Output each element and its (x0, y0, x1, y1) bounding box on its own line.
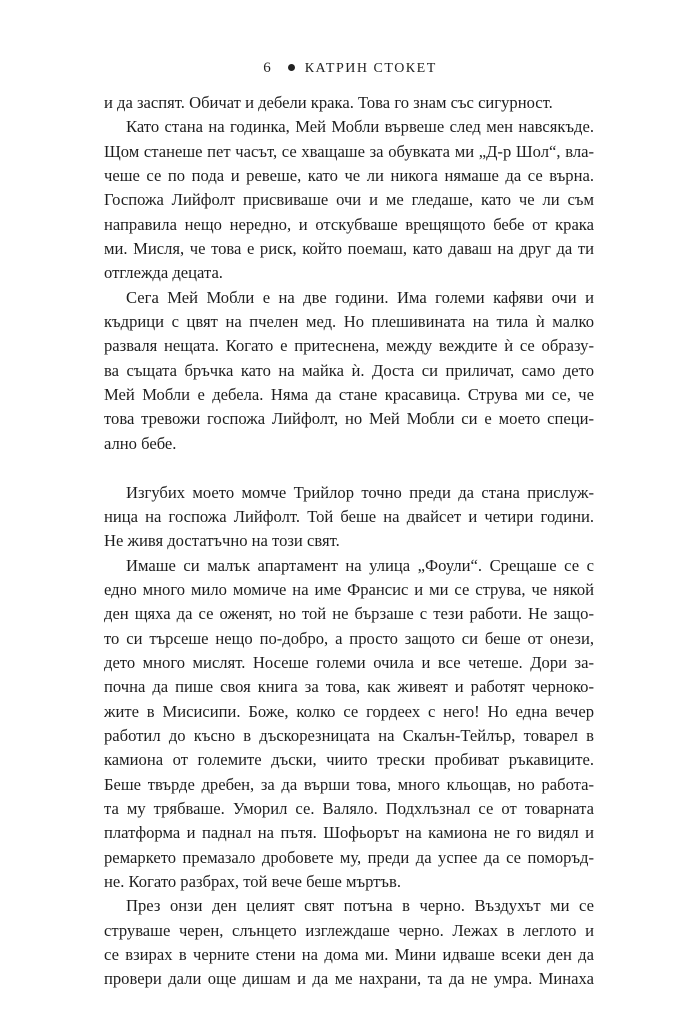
paragraph (104, 481, 594, 554)
running-header (0, 58, 700, 79)
text-line: не. Когато разбрах, той вече беше мъртъв. (104, 872, 401, 891)
text-line: провери дали още дишам и да ме нахрани, та да не умра. Минаха (104, 969, 594, 989)
text-line: Имаше си малък апартамент на улица „Фоули“. Срещаше се с (126, 555, 594, 575)
text-line: ден щяха да се оженят, но той не бързаше с тези работи. Не защо- (104, 604, 594, 624)
text-line: ми. Мисля, че това е риск, който поемаш, като даваш на друг да ти (104, 239, 594, 259)
text-line: Щом станеше пет часът, се хващаше за обувката ми „Д-р Шол“, вла- (104, 141, 594, 161)
text-line: Беше твърде дребен, за да върши това, много кльощав, но работа- (104, 774, 594, 794)
text-line: Не живя достатъчно на този свят. (104, 531, 340, 551)
text-line: то си търсеше нещо по-добро, а просто защото си беше от онези, (104, 628, 594, 648)
paragraph (104, 894, 594, 991)
text-line: Изгубих моето момче Трийлор точно преди да стана прислуж- (126, 482, 594, 502)
text-line: ва същата бръчка като на майка ѝ. Доста си приличат, само дето (104, 360, 594, 380)
text-line: та му трябваше. Уморил се. Валяло. Подхлъзнал се от товарната (104, 798, 594, 818)
text-line: жите в Мисисипи. Боже, колко се гордеех с него! Но една вечер (104, 701, 594, 721)
bullet-separator-icon (288, 64, 295, 71)
text-line: почна да пише своя книга за това, как живеят и работят черноко- (104, 677, 594, 697)
text-line: ално бебе. (104, 433, 177, 453)
text-line: къдрици с цвят на пчелен мед. Но плешивината на тила ѝ малко (104, 312, 594, 332)
text-line: чеше се по пода и ревеше, като че ли никога нямаше да се върна. (104, 166, 594, 186)
paragraph (104, 115, 594, 285)
text-line: ница на госпожа Лийфолт. Той беше на двайсет и четири години. (104, 506, 594, 526)
text-line: Като стана на годинка, Мей Мобли вървеше след мен навсякъде. (126, 117, 594, 137)
text-line: камиона от големите дъски, чиито трески пробиват ръкавиците. (104, 750, 594, 770)
text-line: това тревожи госпожа Лийфолт, но Мей Мобли си е моето специ- (104, 409, 594, 429)
page-number: 6 (263, 60, 272, 76)
text-line: Сега Мей Мобли е на две години. Има големи кафяви очи и (126, 287, 594, 307)
text-line: ремаркето премазало дробовете му, преди да успее да се поморъд- (104, 847, 594, 867)
text-line: и да заспят. Обичат и дебели крака. Това го знам със сигурност. (104, 93, 553, 112)
text-line: Мей Мобли е дебела. Няма да стане красавица. Струва ми се, че (104, 385, 594, 405)
section-break (104, 456, 594, 480)
body-text (104, 91, 594, 992)
text-line: едно много мило момиче на име Франсис и ми се струва, че някой (104, 579, 594, 599)
text-line: струваше черен, слънцето изглеждаше черно. Лежах в леглото и (104, 920, 594, 940)
paragraph (104, 286, 594, 456)
text-line: се взирах в черните стени на дома ми. Мини идваше всеки ден да (104, 945, 594, 965)
text-line: През онзи ден целият свят потъна в черно. Въздухът ми се (126, 896, 594, 916)
text-line: Госпожа Лийфолт присвиваше очи и ме гледаше, като че ли съм (104, 190, 594, 210)
text-line: платформа и паднал на пътя. Шофьорът на камиона не го видял и (104, 823, 594, 843)
text-line: дето много мислят. Носеше големи очила и все четеше. Дори за- (104, 652, 594, 672)
text-line: разваля нещата. Когато е притеснена, между веждите ѝ се образу- (104, 336, 594, 356)
paragraph (104, 91, 594, 115)
text-line: отглежда децата. (104, 263, 223, 283)
paragraph (104, 554, 594, 895)
text-line: направила нещо нередно, и отскубваше врещящото бебе от крака (104, 214, 594, 234)
author-name: КАТРИН СТОКЕТ (304, 61, 437, 76)
text-line: работил до късно в дъскорезницата на Скалън-Тейлър, товарел в (104, 725, 594, 745)
